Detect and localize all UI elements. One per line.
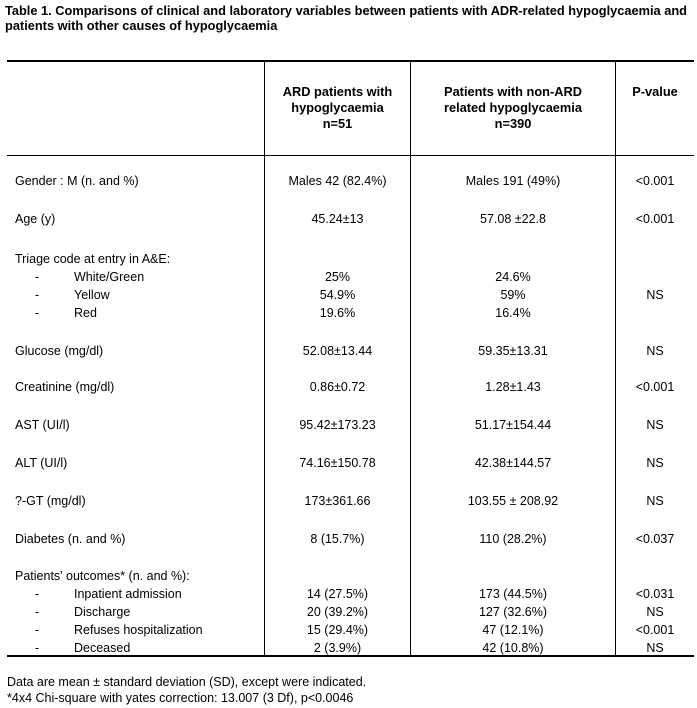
cell-ard: 2 (3.9%) xyxy=(313,641,362,655)
cell-non-ard: 110 (28.2%) xyxy=(479,532,547,546)
row-label: ALT (UI/l) xyxy=(15,456,68,470)
cell-ard: 74.16±150.78 xyxy=(299,456,376,470)
bullet-dash: - xyxy=(35,641,40,655)
row-label: ?-GT (mg/dl) xyxy=(15,494,86,508)
cell-pvalue: NS xyxy=(646,605,664,619)
cell-non-ard: 127 (32.6%) xyxy=(478,605,548,619)
row-label: Creatinine (mg/dl) xyxy=(15,380,115,394)
cell-ard: 20 (39.2%) xyxy=(306,605,369,619)
cell-pvalue: NS xyxy=(646,418,664,432)
table-title: Table 1. Comparisons of clinical and laboratory variables between patients with ADR-related hypoglycaemia and patients with other causes of hypoglycaemia xyxy=(5,3,687,33)
bullet-dash: - xyxy=(35,288,40,302)
bullet-dash: - xyxy=(35,623,40,637)
cell-pvalue: <0.001 xyxy=(635,380,675,394)
cell-non-ard: 24.6% xyxy=(495,270,531,284)
header-divider xyxy=(7,155,694,156)
cell-pvalue: <0.001 xyxy=(635,623,675,637)
cell-ard: Males 42 (82.4%) xyxy=(288,174,387,188)
row-label: Yellow xyxy=(74,288,110,302)
cell-non-ard: 103.55 ± 208.92 xyxy=(467,494,559,508)
cell-ard: 8 (15.7%) xyxy=(310,532,365,546)
cell-ard: 15 (29.4%) xyxy=(306,623,369,637)
row-label: Age (y) xyxy=(15,212,56,226)
cell-non-ard: 51.17±154.44 xyxy=(474,418,552,432)
cell-ard: 54.9% xyxy=(319,288,356,302)
cell-ard: 19.6% xyxy=(319,306,356,320)
data-table xyxy=(7,60,694,657)
row-label: Glucose (mg/dl) xyxy=(15,344,104,358)
cell-ard: 95.42±173.23 xyxy=(299,418,376,432)
cell-pvalue: NS xyxy=(646,456,664,470)
bullet-dash: - xyxy=(35,270,40,284)
cell-non-ard: 59.35±13.31 xyxy=(478,344,548,358)
footnote-2: *4x4 Chi-square with yates correction: 13.007 (3 Df), p<0.0046 xyxy=(7,691,354,705)
cell-pvalue: NS xyxy=(646,494,664,508)
cell-non-ard: 42.38±144.57 xyxy=(474,456,552,470)
cell-ard: 25% xyxy=(324,270,351,284)
header-ard-line2: hypoglycaemia xyxy=(291,100,384,115)
header-non-ard xyxy=(411,84,615,132)
header-ard xyxy=(265,84,410,132)
cell-non-ard: 16.4% xyxy=(495,306,531,320)
header-ard-line1: ARD patients with xyxy=(282,84,393,99)
row-label: Inpatient admission xyxy=(74,587,182,601)
triage-label: Triage code at entry in A&E: xyxy=(15,252,171,266)
row-label: Refuses hospitalization xyxy=(74,623,203,637)
row-label: Deceased xyxy=(74,641,131,655)
row-label: Diabetes (n. and %) xyxy=(15,532,126,546)
header-non-ard-line2: related hypoglycaemia xyxy=(444,100,582,115)
cell-non-ard: 1.28±1.43 xyxy=(485,380,541,394)
row-label: Discharge xyxy=(74,605,131,619)
cell-non-ard: 42 (10.8%) xyxy=(482,641,544,655)
row-label: Red xyxy=(74,306,97,320)
row-label: AST (UI/l) xyxy=(15,418,70,432)
row-label: White/Green xyxy=(74,270,145,284)
cell-non-ard: 47 (12.1%) xyxy=(482,623,544,637)
cell-ard: 173±361.66 xyxy=(304,494,371,508)
cell-pvalue: <0.001 xyxy=(635,174,675,188)
cell-ard: 45.24±13 xyxy=(311,212,364,226)
cell-pvalue: <0.001 xyxy=(635,212,675,226)
column-divider xyxy=(264,62,265,655)
cell-non-ard: 59% xyxy=(500,288,526,302)
cell-non-ard: 57.08 ±22.8 xyxy=(480,212,546,226)
outcomes-label: Patients' outcomes* (n. and %): xyxy=(15,569,190,583)
cell-pvalue: NS xyxy=(646,641,664,655)
cell-ard: 14 (27.5%) xyxy=(306,587,369,601)
cell-non-ard: Males 191 (49%) xyxy=(465,174,561,188)
cell-non-ard: 173 (44.5%) xyxy=(478,587,548,601)
bullet-dash: - xyxy=(35,587,40,601)
header-pvalue: P-value xyxy=(632,84,678,99)
row-label: Gender : M (n. and %) xyxy=(15,174,139,188)
cell-pvalue: <0.031 xyxy=(635,587,675,601)
cell-ard: 0.86±0.72 xyxy=(309,380,366,394)
bullet-dash: - xyxy=(35,306,40,320)
bullet-dash: - xyxy=(35,605,40,619)
header-non-ard-line3: n=390 xyxy=(494,116,532,131)
footnote-1: Data are mean ± standard deviation (SD), except were indicated. xyxy=(7,675,367,689)
header-non-ard-line1: Patients with non-ARD xyxy=(444,84,582,99)
cell-pvalue: NS xyxy=(646,344,664,358)
cell-pvalue: <0.037 xyxy=(635,532,675,546)
cell-pvalue: NS xyxy=(646,288,664,302)
column-divider xyxy=(615,62,616,655)
header-ard-line3: n=51 xyxy=(322,116,353,131)
column-divider xyxy=(410,62,411,655)
cell-ard: 52.08±13.44 xyxy=(302,344,373,358)
